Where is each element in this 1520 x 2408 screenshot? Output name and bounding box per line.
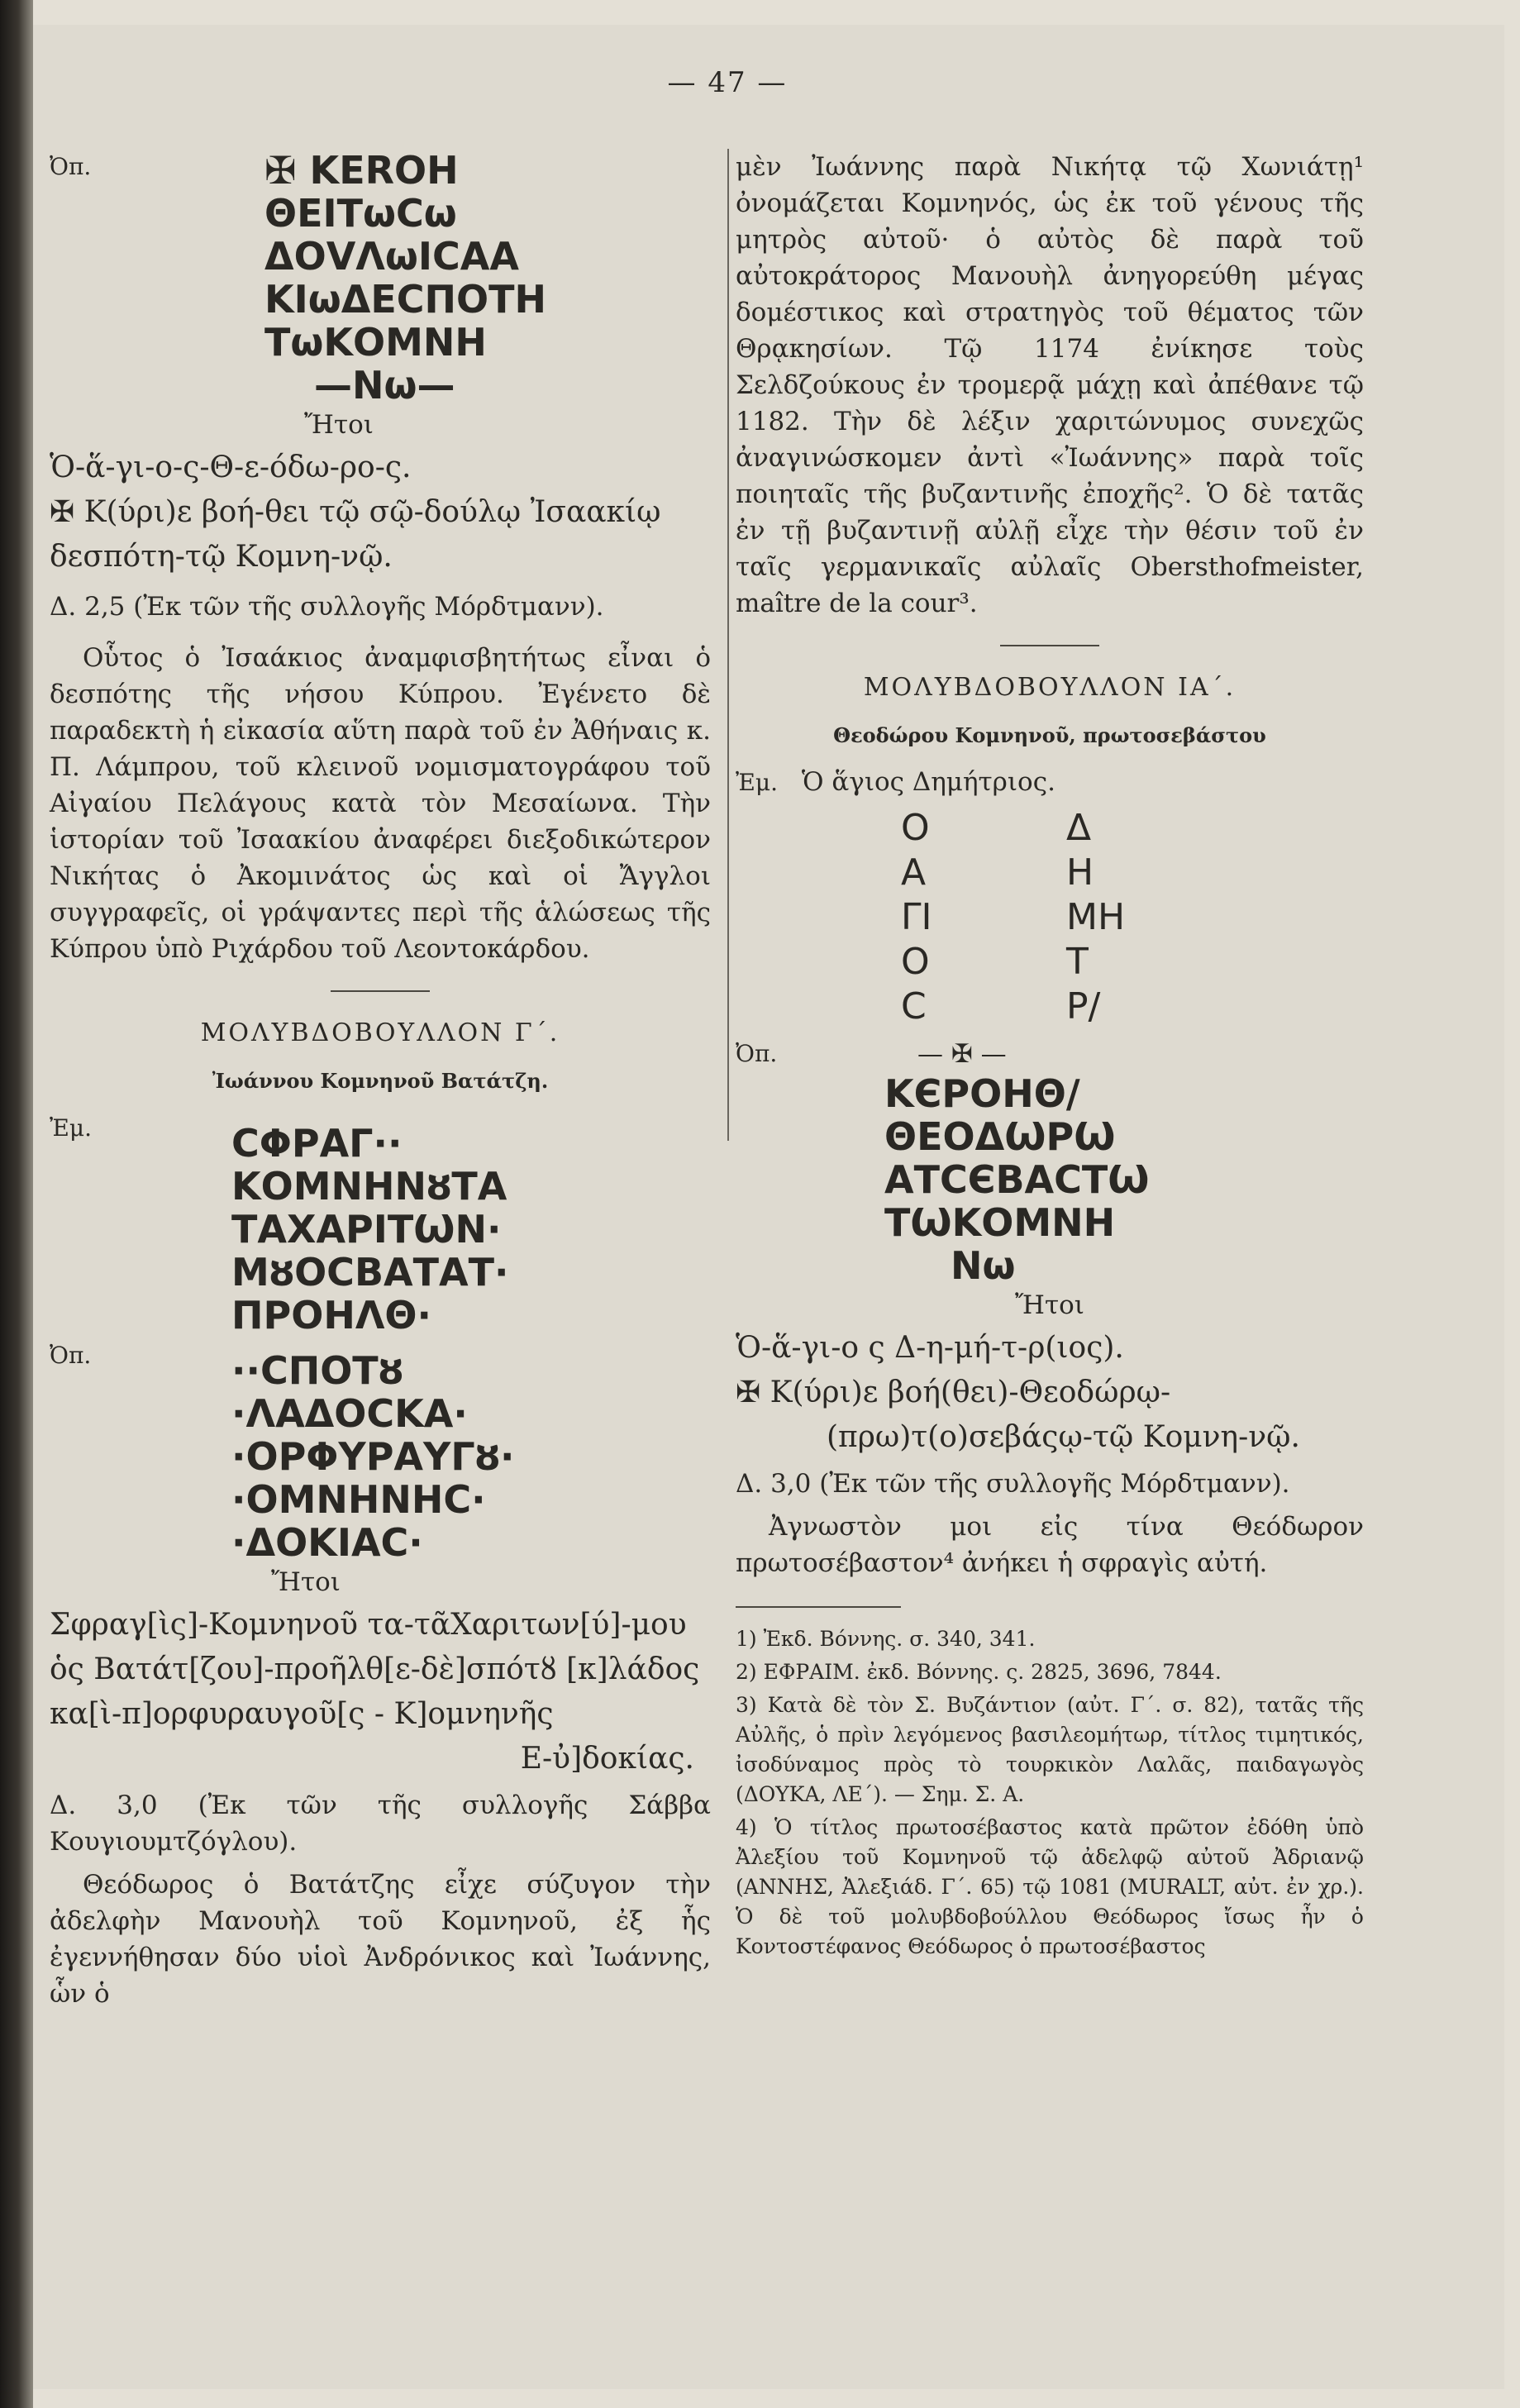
footnote: 4) Ὁ τίτλος πρωτοσέβαστος κατὰ πρῶτον ἐδόθη ὑπὸ Ἀλεξίου τοῦ Κομνηνοῦ τῷ ἀδελφῷ αὐτοῦ Ἀδριανῷ (ΑΝΝΗΣ, Ἀλεξιάδ. Γ΄. 65) τῷ 1081 (MURALT, αὐτ. ἐν χρ.). Ὁ δὲ τοῦ μολυβδοβούλλου Θεόδωρος ἴσως ἦν ὁ Κοντοστέφανος Θεόδωρος ὁ πρωτοσέβαστος: [736, 1815, 1364, 1958]
seal2-obverse-line: ΤΑΧΑΡΙΤѠΝ·: [231, 1207, 502, 1252]
seal1-note: Δ. 2,5 (Ἐκ τῶν τῆς συλλογῆς Μόρδτμανν).: [50, 592, 604, 622]
itoi-1: Ἤτοι: [304, 410, 374, 440]
left-column: [50, 149, 711, 2019]
section-divider: [1000, 645, 1099, 646]
seal1-line: —Νω—: [314, 363, 455, 408]
seal2-reverse-line: ··CΠΟΤȣ: [231, 1348, 403, 1393]
cross-icon: — ✠ —: [917, 1039, 1007, 1069]
seal2-obverse: [231, 1122, 711, 1337]
paragraph-vatatzes: Θεόδωρος ὁ Βατάτζης εἶχε σύζυγον τὴν ἀδελφὴν Μανουὴλ τοῦ Κομνηνοῦ, ἐξ ἧς ἐγεννήθησαν δύο υἱοὶ Ἀνδρόνικος καὶ Ἰωάννης, ὧν ὁ: [50, 1870, 711, 2009]
paragraph-theodoros: Ἀγνωστὸν μοι εἰς τίνα Θεόδωρον πρωτοσέβαστον⁴ ἀνήκει ἡ σφραγὶς αὐτή.: [736, 1512, 1364, 1578]
seal2-reverse-line: ·ΔΟΚΙΑC·: [231, 1520, 423, 1565]
seal3-reverse-label: Ὀπ.: [736, 1040, 778, 1067]
transliteration-line: Σφραγ[ὶς]-Κομνηνοῦ τα-τᾶΧαριτων[ύ]-μου: [50, 1608, 687, 1642]
paragraph-isaakios: Οὗτος ὁ Ἰσαάκιος ἀναμφισβητήτως εἶναι ὁ δεσπότης τῆς νήσου Κύπρου. Ἐγένετο δὲ παραδεκτὴ ἡ εἰκασία αὕτη παρὰ τοῦ ἐν Ἀθήναις κ. Π. Λάμπρου, τοῦ κλεινοῦ νομισματογράφου τοῦ Αἰγαίου Πελάγους κατὰ τὸν Μεσαίωνα. Τὴν ἱστορίαν τοῦ Ἰσαακίου ἀναφέρει διεξοδικώτερον Νικήτας ὁ Ἀκομινάτος ὡς καὶ οἱ Ἄγγλοι συγγραφεῖς, οἱ γράψαντες περὶ τῆς ἁλώσεως τῆς Κύπρου ὑπὸ Ριχάρδου τοῦ Λεοντοκάρδου.: [50, 643, 711, 964]
seal1-line: ΤωΚΟΜΝΗ: [264, 320, 487, 365]
page-number: — 47 —: [667, 66, 788, 99]
seal2-reverse-line: ·ΟΜΝΗΝΗC·: [231, 1477, 486, 1522]
seal3-line: ΑΤCЄΒΑCΤѠ: [884, 1157, 1150, 1202]
seal1-line: ΔΟVΛωΙCΑΑ: [264, 234, 519, 279]
footnotes: [736, 1624, 1364, 1962]
seal3-obverse-desc: [736, 764, 1364, 801]
column-divider: [727, 149, 729, 1141]
obverse-letter-left: Α: [901, 851, 927, 894]
seal2-reverse-label: Ὀπ.: [50, 1342, 92, 1369]
transliteration-line: Ε-ὐ]δοκίας.: [520, 1742, 694, 1776]
seal3-line: ΚЄΡΟΗΘ/: [884, 1071, 1080, 1116]
footnote: 1) Ἐκδ. Βόννης. σ. 340, 341.: [736, 1627, 1036, 1651]
seal2-obverse-line: ΜȣΟCΒΑΤΑΤ·: [231, 1250, 509, 1295]
seal3-reverse-header: [736, 1036, 1364, 1072]
transliteration-line: Ὁ-ἅ-γι-ο ς Δ-η-μή-τ-ρ(ιος).: [736, 1331, 1124, 1365]
transliteration-line: κα[ὶ-π]ορφυραυγοῦ[ς - Κ]ομνηνῆς: [50, 1697, 554, 1731]
transliteration-line: (πρω)τ(ο)σεβάςῳ-τῷ Κομνη-νῷ.: [827, 1420, 1300, 1454]
seal1-line: ✠ KEROH: [264, 148, 459, 193]
transliteration-line: ✠ Κ(ύρι)ε βοή(θει)-Θεοδώρῳ-: [736, 1376, 1171, 1409]
transliteration-line: ὁς Βατάτ[ζου]-προῆλθ[ε-δὲ]σπότȣ [κ]λάδος: [50, 1652, 700, 1686]
obverse-letter-left: Ο: [901, 807, 930, 849]
section-subheading-g: Ἰωάννου Κομνηνοῦ Βατάτζη.: [212, 1069, 549, 1093]
seal3-line: ΘΕΟΔѠΡѠ: [884, 1114, 1116, 1159]
seal2-obverse-line: ΠΡΟΗΛΘ·: [231, 1293, 431, 1338]
section-subheading-ia: Θεοδώρου Κομνηνοῦ, πρωτοσεβάστου: [833, 723, 1266, 747]
itoi-2: Ἤτοι: [271, 1567, 341, 1597]
right-column: [736, 149, 1364, 1965]
seal3-note: Δ. 3,0 (Ἐκ τῶν τῆς συλλογῆς Μόρδτμανν).: [736, 1469, 1290, 1499]
seal1-line: ΚΙωΔΕCΠΟΤΗ: [264, 277, 547, 322]
obverse-letter-right: ΜΗ: [1066, 896, 1126, 938]
seal2-reverse-line: ·ΟΡΦΥΡΑΥΓȣ·: [231, 1434, 515, 1479]
seal2-reverse-line: ·ΛΑΔΟCΚΑ·: [231, 1391, 468, 1436]
obverse-letter-left: ΓΙ: [901, 896, 932, 938]
obverse-letter-left: C: [901, 985, 927, 1028]
seal3-obverse-label: Ἐμ.: [736, 769, 778, 796]
footnote: 2) ΕΦΡΑΙΜ. ἐκδ. Βόννης. ς. 2825, 3696, 7844.: [736, 1660, 1222, 1684]
seal2-obverse-label: Ἐμ.: [50, 1114, 92, 1142]
obverse-letter-right: Τ: [1066, 941, 1089, 983]
obverse-letter-right: Η: [1066, 851, 1094, 894]
footnote: 3) Κατὰ δὲ τὸν Σ. Βυζάντιον (αὐτ. Γ΄. σ. 82), τατᾶς τῆς Αὐλῆς, ὁ πρὶν λεγόμενος βασιλεομήτωρ, τίτλος τιμητικός, ἰσοδύναμος πρὸς τὸ τουρκικὸν Λαλᾶς, παιδαγωγὸς (ΔΟΥΚΑ, ΛΕ΄). — Σημ. Σ. Α.: [736, 1693, 1364, 1806]
seal2-obverse-line: ΚΟΜΝΗΝȣΤΑ: [231, 1164, 507, 1209]
seal1-inscription: [264, 149, 711, 407]
seal3-reverse: [884, 1072, 1364, 1287]
seal2-obverse-line: ϹΦΡΑΓ··: [231, 1121, 403, 1166]
obverse-letter-left: Ο: [901, 941, 930, 983]
transliteration-line: ✠ Κ(ύρι)ε βοή-θει τῷ σῷ-δούλῳ Ἰσαακίῳ: [50, 495, 661, 529]
seal3-obverse-text: Ὁ ἅγιος Δημήτριος.: [801, 767, 1055, 797]
itoi-3: Ἤτοι: [1015, 1290, 1084, 1320]
seal2-note: Δ. 3,0 (Ἐκ τῶν τῆς συλλογῆς Σάββα Κουγιουμτζόγλου).: [50, 1791, 711, 1857]
seal1-label: Ὀπ.: [50, 153, 92, 180]
paragraph-ioannes: μὲν Ἰωάννης παρὰ Νικήτᾳ τῷ Χωνιάτῃ¹ ὀνομάζεται Κομνηνός, ὡς ἐκ τοῦ γένους τῆς μητρὸς αὐτοῦ· ὁ αὐτὸς δὲ παρὰ τοῦ αὐτοκράτορος Μανουὴλ ἀνηγορεύθη μέγας δομέστικος καὶ στρατηγὸς τοῦ θέματος τῶν Θρᾳκησίων. Τῷ 1174 ἐνίκησε τοὺς Σελδζούκους ἐν τρομερᾷ μάχῃ καὶ ἀπέθανε τῷ 1182. Τὴν δὲ λέξιν χαριτώνυμος συνεχῶς ἀναγινώσκομεν ἀντὶ «Ἰωάννης» παρὰ τοῖς ποιηταῖς τῆς βυζαντινῆς ἐποχῆς². Ὁ δὲ τατᾶς ἐν τῇ βυζαντινῇ αὐλῇ εἶχε τὴν θέσιν τοῦ ἐν ταῖς γερμανικαῖς αὐλαῖς Obersthofmeister, maître de la cour³.: [736, 152, 1364, 618]
obverse-letter-right: Ρ/: [1066, 985, 1101, 1028]
seal3-line: ΤѠΚΟΜΝΗ: [884, 1200, 1116, 1245]
section-heading-ia: ΜΟΛΥΒΔΟΒΟΥΛΛΟΝ ΙΑ΄.: [863, 673, 1236, 702]
section-heading-g: ΜΟΛΥΒΔΟΒΟΥΛΛΟΝ Γ΄.: [200, 1018, 560, 1047]
seal2-reverse: [231, 1349, 711, 1564]
transliteration-line: Ὁ-ἅ-γι-ο-ς-Θ-ε-όδω-ρο-ς.: [50, 451, 412, 484]
book-spine-shadow: [0, 0, 33, 2408]
footnote-rule: [736, 1606, 901, 1608]
seal3-line: Νѡ: [951, 1243, 1016, 1288]
seal3-obverse-letters: [901, 806, 1364, 1029]
section-divider: [331, 990, 430, 992]
transliteration-line: δεσπότη-τῷ Κομνη-νῷ.: [50, 540, 393, 574]
obverse-letter-right: Δ: [1066, 807, 1092, 849]
seal1-line: ΘΕΙΤωCω: [264, 191, 457, 236]
